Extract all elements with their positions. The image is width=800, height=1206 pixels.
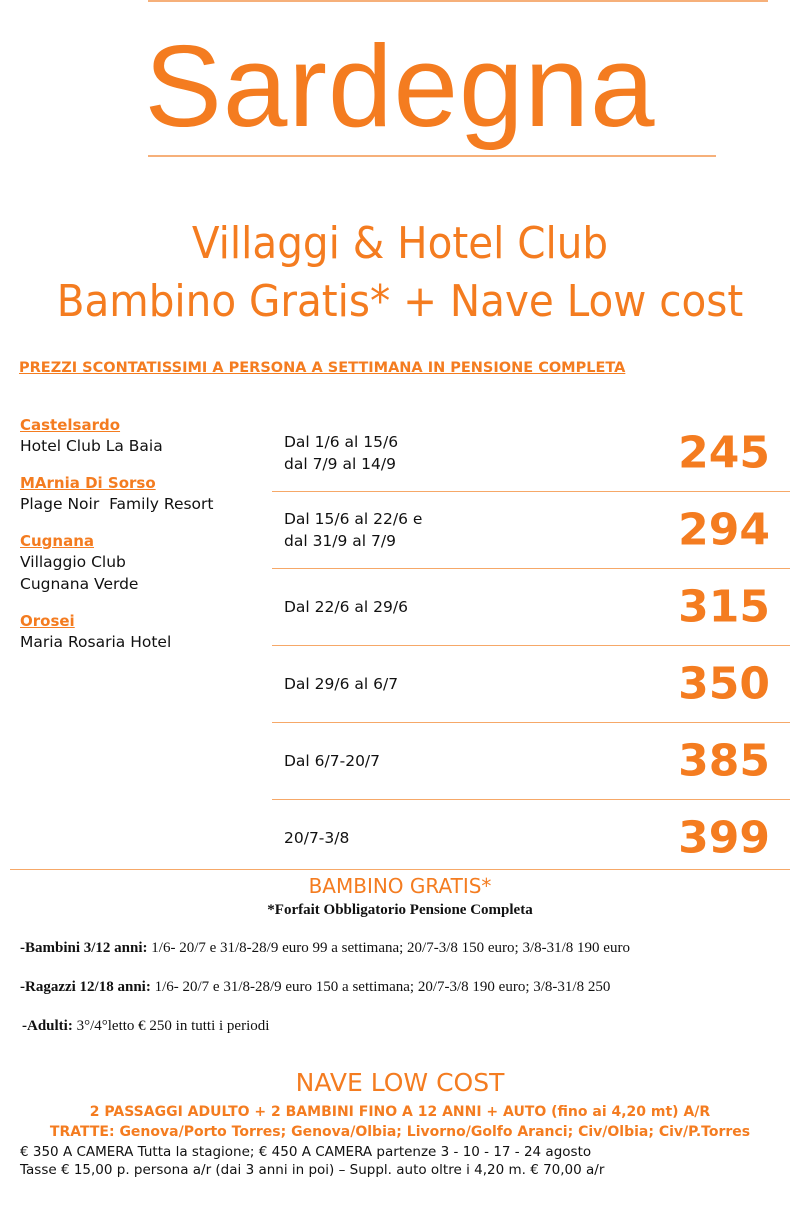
ragazzi-text: 1/6- 20/7 e 31/8-28/9 euro 150 a settimana; 20/7-3/8 190 euro; 3/8-31/8 250 xyxy=(150,979,611,995)
hotel-item xyxy=(20,473,260,515)
price-row xyxy=(272,646,790,723)
bambini-label: -Bambini 3/12 anni: xyxy=(20,940,148,956)
adulti-pricing xyxy=(22,1018,269,1035)
price-value: 350 xyxy=(678,658,770,710)
price-value: 399 xyxy=(678,812,770,864)
price-row xyxy=(272,723,790,800)
price-dates xyxy=(284,596,408,618)
price-value: 294 xyxy=(678,504,770,556)
bambini-pricing xyxy=(20,940,630,957)
hotel-location: MArnia Di Sorso xyxy=(20,474,156,492)
promo-banner: PREZZI SCONTATISSIMI A PERSONA A SETTIMANA IN PENSIONE COMPLETA xyxy=(19,360,626,376)
nave-low-cost-title: NAVE LOW COST xyxy=(295,1068,505,1097)
price-dates xyxy=(284,431,398,475)
top-divider xyxy=(148,0,768,2)
date-line: dal 7/9 al 14/9 xyxy=(284,455,396,473)
subtitle-line-1: Villaggi & Hotel Club xyxy=(191,218,609,269)
bambini-text: 1/6- 20/7 e 31/8-28/9 euro 99 a settimana; 20/7-3/8 150 euro; 3/8-31/8 190 euro xyxy=(147,940,630,956)
date-line: dal 31/9 al 7/9 xyxy=(284,532,396,550)
hotel-list xyxy=(20,415,260,669)
nave-passaggi: 2 PASSAGGI ADULTO + 2 BAMBINI FINO A 12 ANNI + AUTO (fino ai 4,20 mt) A/R xyxy=(89,1104,711,1120)
price-row xyxy=(272,415,790,492)
price-value: 315 xyxy=(678,581,770,633)
ragazzi-label: -Ragazzi 12/18 anni: xyxy=(20,979,151,995)
hotel-name: Cugnana Verde xyxy=(20,575,139,593)
bambino-gratis-title: BAMBINO GRATIS* xyxy=(308,874,492,898)
title-divider xyxy=(148,155,716,157)
hotel-location: Orosei xyxy=(20,612,75,630)
hotel-item xyxy=(20,531,260,595)
date-line: Dal 29/6 al 6/7 xyxy=(284,675,399,693)
date-line: Dal 6/7-20/7 xyxy=(284,752,381,770)
adulti-text: 3°/4°letto € 250 in tutti i periodi xyxy=(72,1018,270,1034)
hotel-location: Castelsardo xyxy=(20,416,121,434)
hotel-name: Plage Noir Family Resort xyxy=(20,495,214,513)
price-dates xyxy=(284,827,349,849)
date-line: Dal 15/6 al 22/6 e xyxy=(284,510,423,528)
nave-tratte: TRATTE: Genova/Porto Torres; Genova/Olbia; Livorno/Golfo Aranci; Civ/Olbia; Civ/P.Torres xyxy=(49,1124,751,1140)
hotel-name: Hotel Club La Baia xyxy=(20,437,163,455)
date-line: Dal 22/6 al 29/6 xyxy=(284,598,408,616)
nave-tasse: Tasse € 15,00 p. persona a/r (dai 3 anni in poi) – Suppl. auto oltre i 4,20 m. € 70,00 a/r xyxy=(20,1162,605,1178)
subtitle-line-2: Bambino Gratis* + Nave Low cost xyxy=(56,276,744,327)
price-row xyxy=(272,800,790,876)
page-title: Sardegna xyxy=(144,21,656,151)
hotel-item xyxy=(20,611,260,653)
price-table xyxy=(272,415,790,876)
date-line: 20/7-3/8 xyxy=(284,829,350,847)
price-value: 245 xyxy=(678,427,770,479)
hotel-item xyxy=(20,415,260,457)
date-line: Dal 1/6 al 15/6 xyxy=(284,433,399,451)
price-row xyxy=(272,569,790,646)
ragazzi-pricing xyxy=(20,979,610,996)
hotel-name: Villaggio Club xyxy=(20,553,126,571)
price-dates xyxy=(284,673,398,695)
forfait-note: *Forfait Obbligatorio Pensione Completa xyxy=(267,902,533,918)
price-dates xyxy=(284,508,422,552)
price-value: 385 xyxy=(678,735,770,787)
nave-prezzo: € 350 A CAMERA Tutta la stagione; € 450 A CAMERA partenze 3 - 10 - 17 - 24 agosto xyxy=(20,1144,592,1160)
price-dates xyxy=(284,750,380,772)
price-row xyxy=(272,492,790,569)
adulti-label: -Adulti: xyxy=(22,1018,73,1034)
section-divider xyxy=(10,869,790,870)
hotel-location: Cugnana xyxy=(20,532,95,550)
hotel-name: Maria Rosaria Hotel xyxy=(20,633,172,651)
